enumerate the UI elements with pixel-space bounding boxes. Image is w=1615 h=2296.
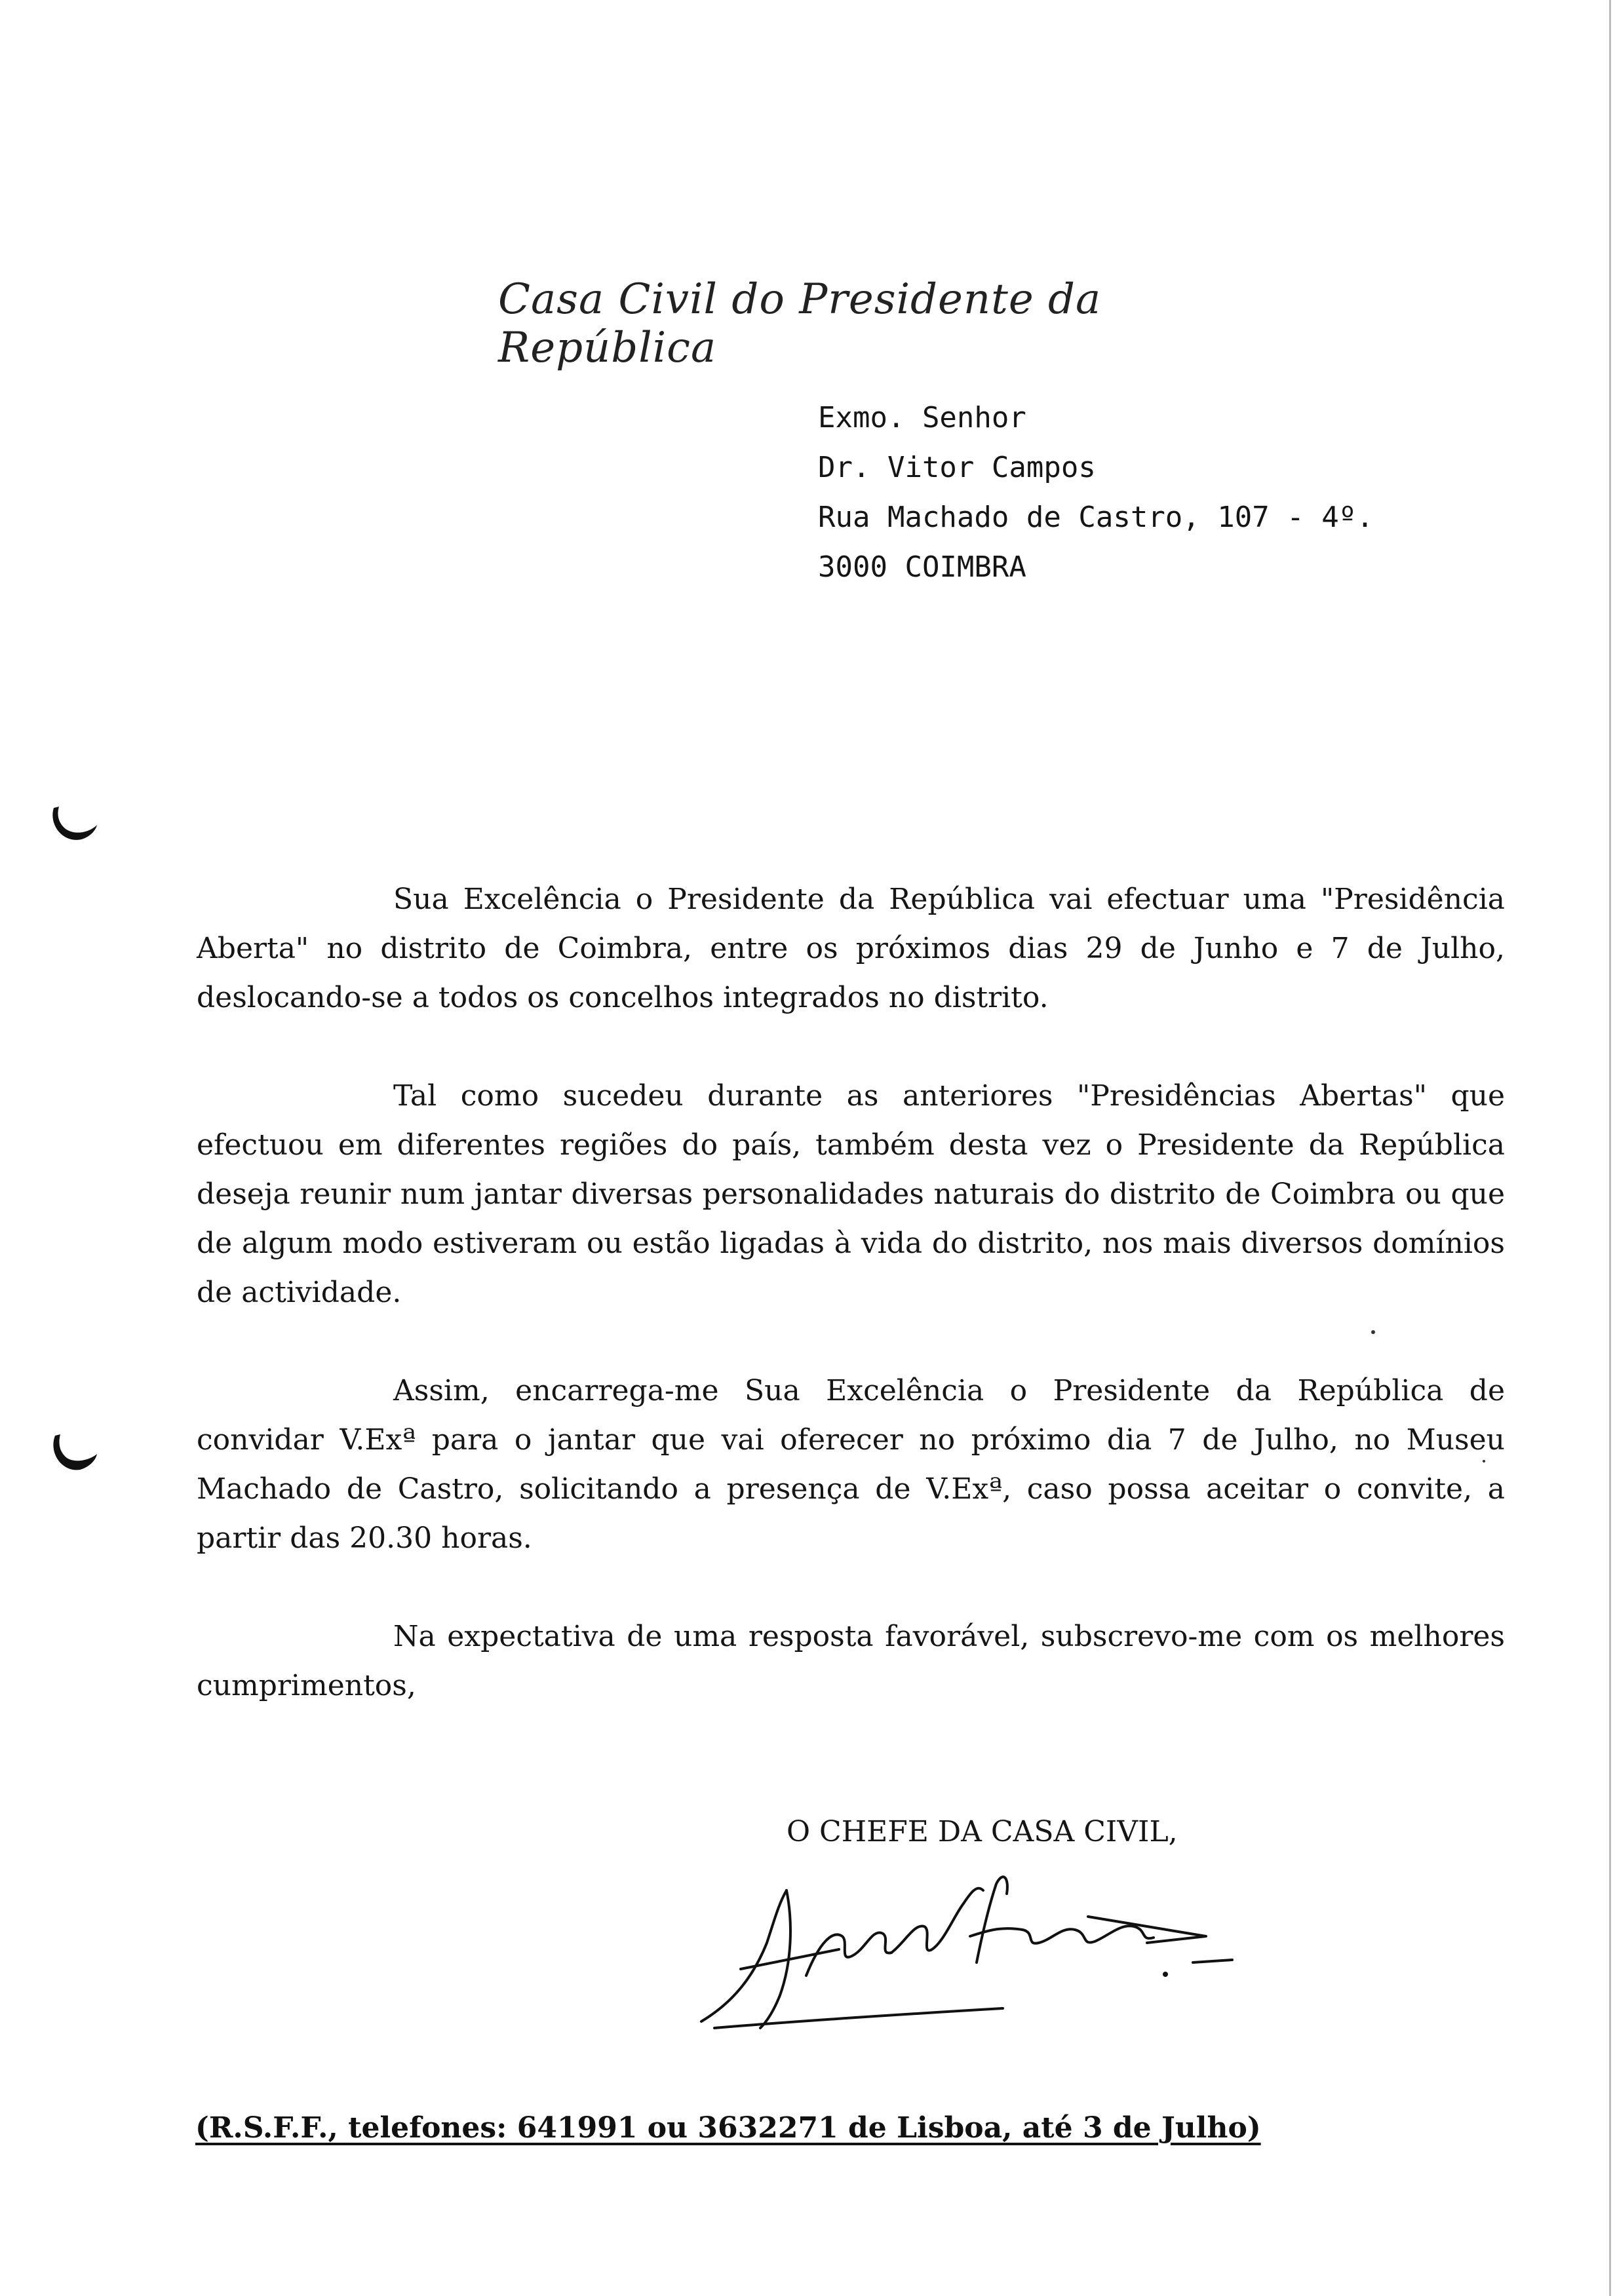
paragraph-4: Na expectativa de uma resposta favorável, subscrevo-me com os melhores cumprimentos, xyxy=(197,1620,1505,1702)
stray-mark xyxy=(1371,1330,1375,1334)
footer-note: (R.S.F.F., telefones: 641991 ou 3632271 de Lisboa, até 3 de Julho) xyxy=(195,2111,1261,2145)
letter-body xyxy=(197,875,1505,1759)
closing-title: O CHEFE DA CASA CIVIL, xyxy=(787,1815,1178,1848)
page-edge-line xyxy=(1609,0,1611,2296)
paragraph-3: Assim, encarrega-me Sua Excelência o Presidente da República de convidar V.Exª para o jantar que vai oferecer no próximo dia 7 de Julho, no Museu Machado de Castro, solicitando a presença de V.Exª, caso possa aceitar o convite, a partir das 20.30 horas. xyxy=(197,1374,1505,1555)
signature-image xyxy=(695,1864,1245,2054)
address-street: Rua Machado de Castro, 107 - 4º. xyxy=(818,501,1374,534)
paragraph-1: Sua Excelência o Presidente da República vai efectuar uma "Presidência Aberta" no distrito de Coimbra, entre os próximos dias 29 de Junho e 7 de Julho, deslocando-se a todos os concelhos integrados no distrito. xyxy=(197,883,1505,1014)
punch-hole-icon xyxy=(46,796,98,849)
address-city: 3000 COIMBRA xyxy=(818,550,1026,584)
letterhead-title: Casa Civil do Presidente da República xyxy=(498,275,1102,372)
address-salutation: Exmo. Senhor xyxy=(818,401,1026,434)
recipient-address xyxy=(818,393,1374,592)
punch-hole-icon xyxy=(46,1425,98,1478)
address-name: Dr. Vitor Campos xyxy=(818,451,1096,484)
stray-mark xyxy=(1483,1460,1485,1463)
paragraph-2: Tal como sucedeu durante as anteriores "Presidências Abertas" que efectuou em diferentes regiões do país, também desta vez o Presidente da República deseja reunir num jantar diversas personalidades naturais do distrito de Coimbra ou que de algum modo estiveram ou estão ligadas à vida do distrito, nos mais diversos domínios de actividade. xyxy=(197,1079,1505,1309)
